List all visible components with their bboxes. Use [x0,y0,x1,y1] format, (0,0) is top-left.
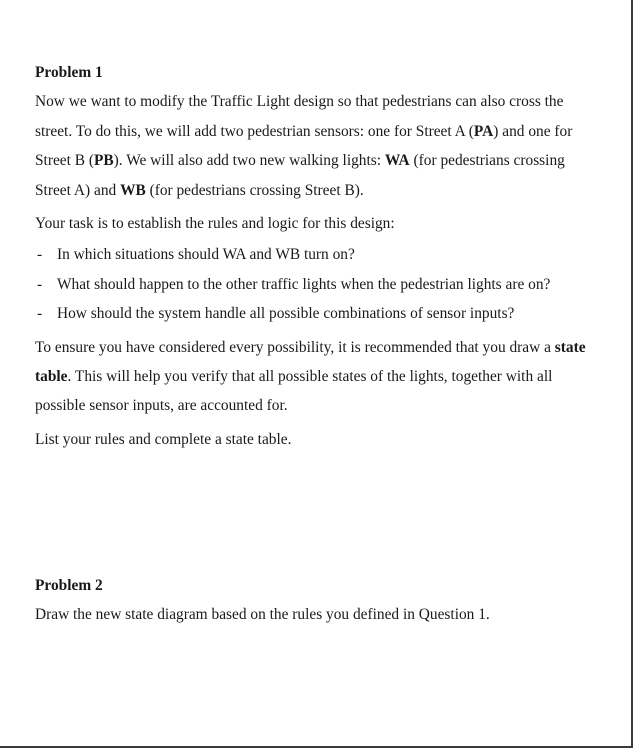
problem1-intro [35,87,600,205]
intro-text-4: (for pedestrians crossing Street A) and [35,152,565,199]
intro-text-3: ). We will also add two new walking lights: [113,152,385,170]
intro-text-5: (for pedestrians crossing Street B). [145,181,364,199]
question-list [35,240,600,328]
intro-text-2: ) and one for Street B ( [35,122,573,170]
list-rules-text: List your rules and complete a state table. [35,430,292,448]
task-text: Your task is to establish the rules and logic for this design: [35,215,395,233]
wb-label: WB [120,181,146,199]
ensure-paragraph [35,333,600,421]
problem1-heading: Problem 1 [35,64,103,81]
intro-text-1: Now we want to modify the Traffic Light design so that pedestrians can also cross the street. To do this, we will add two pedestrian sensors: one for Street A ( [35,93,564,140]
list-item: - How should the system handle all possible combinations of sensor inputs? [35,299,600,328]
list-item: - In which situations should WA and WB turn on? [35,240,600,269]
wa-label: WA [384,152,410,170]
problem1-section [35,58,600,454]
ensure-text-2: . This will help you verify that all possible states of the lights, together with all possible sensor inputs, are accounted for. [35,368,553,415]
problem2-heading: Problem 2 [35,577,103,594]
ensure-text-1: To ensure you have considered every possibility, it is recommended that you draw a [35,338,555,356]
state-table-term: state table [35,338,586,386]
problem2-text: Draw the new state diagram based on the rules you defined in Question 1. [35,606,490,623]
pa-label: PA [473,122,494,140]
pb-label: PB [94,152,114,170]
list-item: - What should happen to the other traffic lights when the pedestrian lights are on? [35,270,600,299]
